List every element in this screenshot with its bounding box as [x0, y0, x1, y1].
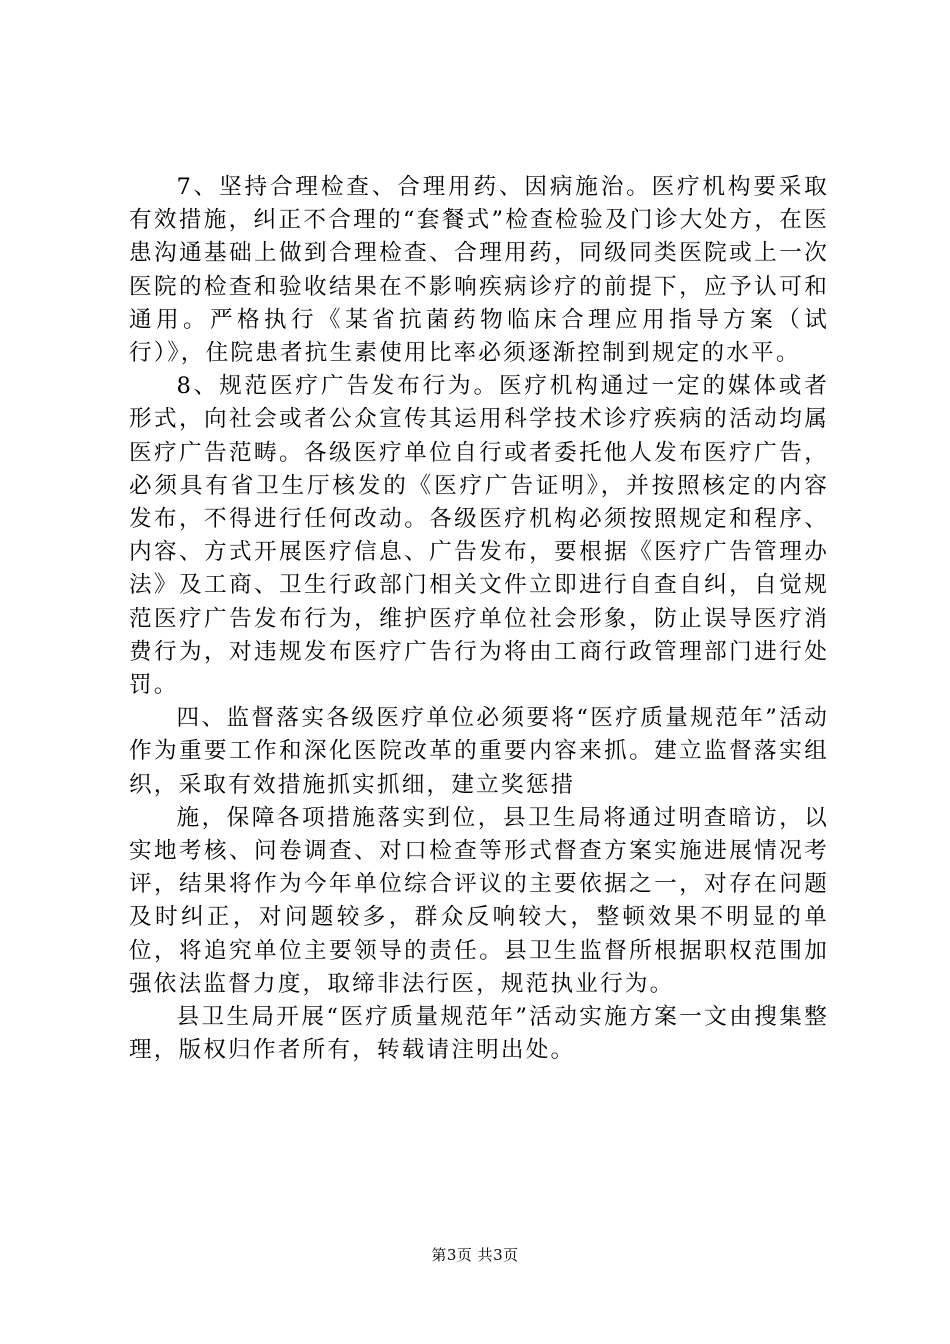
paragraph-item-7: 7、坚持合理检查、合理用药、因病施治。医疗机构要采取有效措施，纠正不合理的“套餐式”检查检验及门诊大处方，在医患沟通基础上做到合理检查、合理用药，同级同类医院或上一次医院的检查和验收结果在不影响疾病诊疗的前提下，应予认可和通用。严格执行《某省抗菌药物临床合理应用指导方案（试行）》，住院患者抗生素使用比率必须逐渐控制到规定的水平。	[129, 174, 829, 367]
body-text	[129, 171, 829, 1067]
paragraph-item-8: 8、规范医疗广告发布行为。医疗机构通过一定的媒体或者形式，向社会或者公众宣传其运用科学技术诊疗疾病的活动均属医疗广告范畴。各级医疗单位自行或者委托他人发布医疗广告，必须具有省卫生厅核发的《医疗广告证明》，并按照核定的内容发布，不得进行任何改动。各级医疗机构必须按照规定和程序、内容、方式开展医疗信息、广告发布，要根据《医疗广告管理办法》及工商、卫生行政部门相关文件立即进行自查自纠，自觉规范医疗广告发布行为，维护医疗单位社会形象，防止误导医疗消费行为，对违规发布医疗广告行为将由工商行政管理部门进行处罚。	[129, 373, 829, 699]
paragraph-source-note: 县卫生局开展“医疗质量规范年”活动实施方案一文由搜集整理，版权归作者所有，转载请注明出处。	[129, 1004, 829, 1064]
paragraph-section-4: 四、监督落实各级医疗单位必须要将“医疗质量规范年”活动作为重要工作和深化医院改革的重要内容来抓。建立监督落实组织，采取有效措施抓实抓细，建立奖惩措	[129, 705, 829, 798]
page-number-footer: 第3页 共3页	[431, 1246, 519, 1264]
paragraph-section-4-continued: 施，保障各项措施落实到位，县卫生局将通过明查暗访，以实地考核、问卷调查、对口检查等形式督查方案实施进展情况考评，结果将作为今年单位综合评议的主要依据之一，对存在问题及时纠正，对问题较多，群众反响较大，整顿效果不明显的单位，将追究单位主要领导的责任。县卫生监督所根据职权范围加强依法监督力度，取缔非法行医，规范执业行为。	[129, 804, 829, 997]
